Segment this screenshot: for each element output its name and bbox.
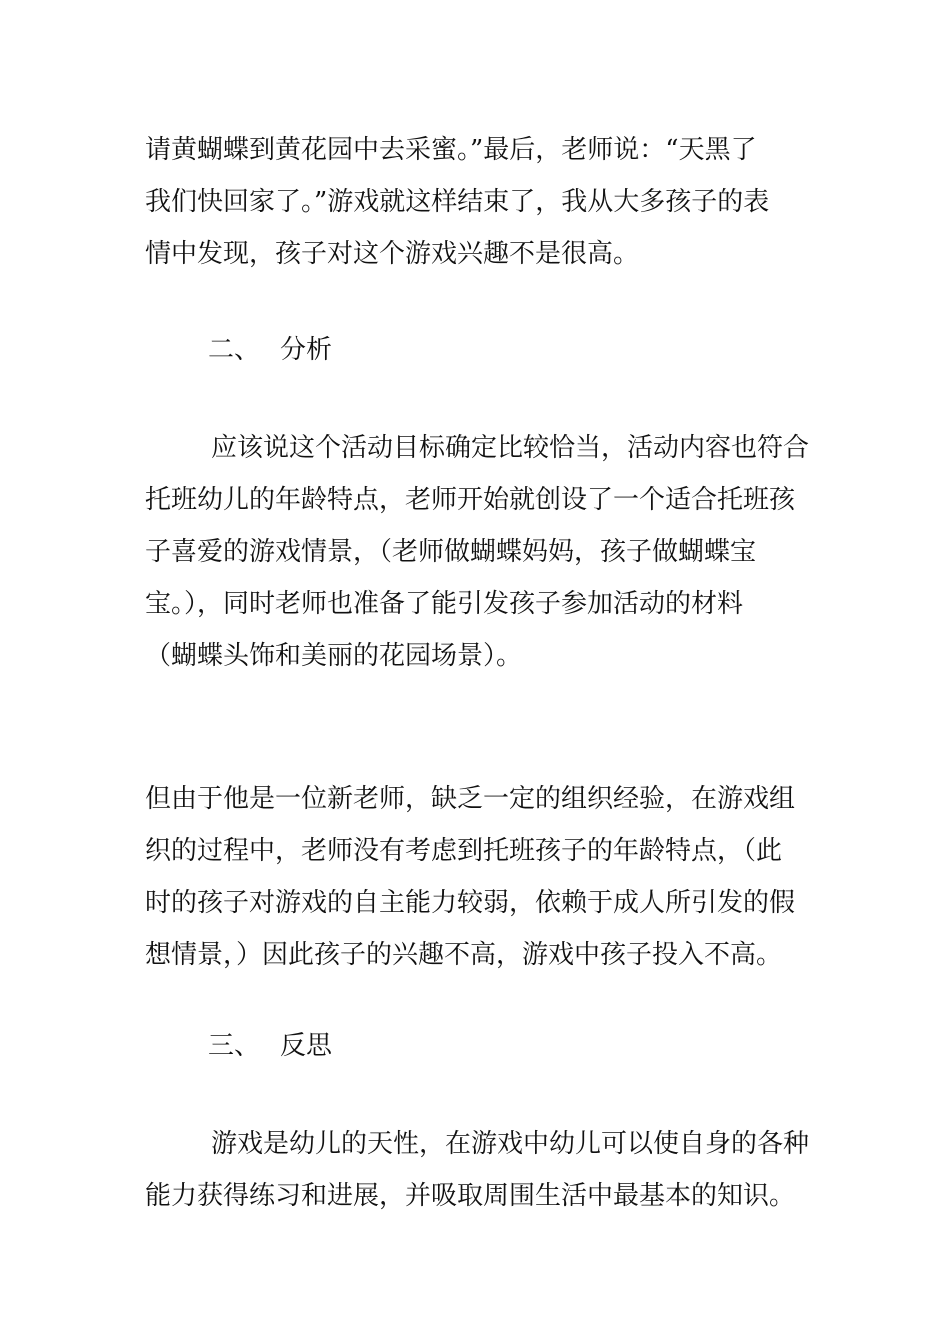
- text-line: 能力获得练习和进展，并吸取周围生活中最基本的知识。: [145, 1181, 796, 1211]
- text-line: 托班幼儿的年龄特点，老师开始就创设了一个适合托班孩: [145, 485, 796, 515]
- paragraph-reflection: [145, 1118, 810, 1222]
- section-heading-reflection: [208, 1020, 332, 1072]
- text-line: 织的过程中，老师没有考虑到托班孩子的年龄特点，（此: [145, 836, 783, 866]
- text-line: 时的孩子对游戏的自主能力较弱，依赖于成人所引发的假: [145, 888, 796, 918]
- paragraph-story-ending: [145, 124, 810, 280]
- text-line: 子喜爱的游戏情景，（老师做蝴蝶妈妈，孩子做蝴蝶宝: [145, 537, 757, 567]
- text-line: 情中发现，孩子对这个游戏兴趣不是很高。: [145, 239, 640, 269]
- paragraph-analysis: [145, 422, 810, 682]
- section-heading-analysis: [208, 324, 332, 376]
- section-title: 分析: [280, 335, 333, 365]
- paragraph-analysis-continued: [145, 773, 810, 981]
- text-line: 我们快回家了。”游戏就这样结束了，我从大多孩子的表: [145, 187, 770, 217]
- section-number: 二、: [208, 335, 261, 365]
- text-line: 游戏是幼儿的天性，在游戏中幼儿可以使自身的各种: [211, 1129, 810, 1159]
- text-line: 宝。），同时老师也准备了能引发孩子参加活动的材料: [145, 589, 744, 619]
- text-line: （蝴蝶头饰和美丽的花园场景）。: [145, 641, 523, 671]
- section-number: 三、: [208, 1031, 261, 1061]
- section-title: 反思: [280, 1031, 333, 1061]
- text-line: 但由于他是一位新老师，缺乏一定的组织经验，在游戏组: [145, 784, 796, 814]
- text-line: 应该说这个活动目标确定比较恰当，活动内容也符合: [211, 433, 810, 463]
- text-line: 想情景，）因此孩子的兴趣不高，游戏中孩子投入不高。: [145, 940, 783, 970]
- text-line: 请黄蝴蝶到黄花园中去采蜜。”最后，老师说：“天黑了: [145, 135, 757, 165]
